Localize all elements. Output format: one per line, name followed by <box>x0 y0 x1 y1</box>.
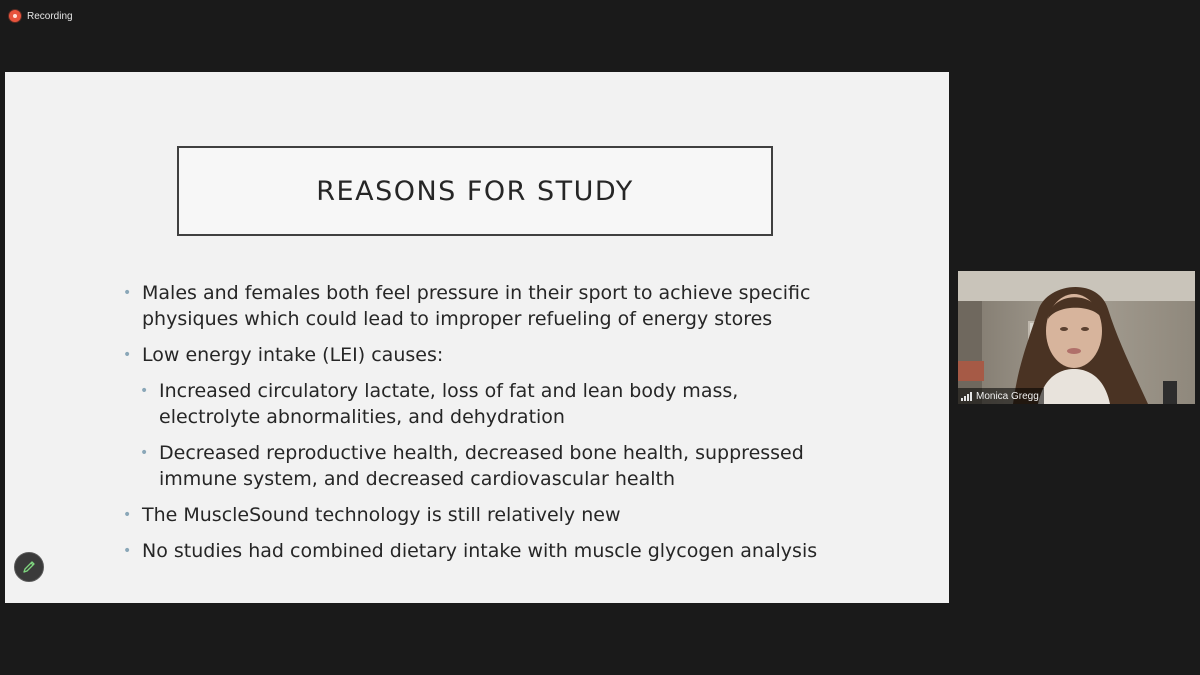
participant-video-tile[interactable] <box>958 271 1195 404</box>
bullet-item <box>123 502 843 528</box>
participant-name: Monica Gregg <box>976 390 1039 402</box>
bullet-item <box>123 538 843 564</box>
recording-indicator[interactable] <box>9 8 73 24</box>
pen-icon <box>22 560 36 574</box>
slide-title-box <box>177 146 773 236</box>
bullet-text: No studies had combined dietary intake with muscle glycogen analysis <box>142 540 818 562</box>
bullet-glyph: • <box>123 543 132 559</box>
bullet-glyph: • <box>123 285 132 301</box>
record-icon <box>9 10 21 22</box>
recording-label: Recording <box>27 10 73 22</box>
bullet-text: Decreased reproductive health, decreased bone health, suppressed immune system, and decreased cardiovascular health <box>159 442 804 490</box>
sub-bullet-item <box>140 440 843 492</box>
sub-bullet-item <box>140 378 843 430</box>
bullet-text: The MuscleSound technology is still relatively new <box>142 504 621 526</box>
bullet-item <box>123 342 843 368</box>
bullet-text: Low energy intake (LEI) causes: <box>142 344 444 366</box>
signal-strength-icon <box>961 392 972 401</box>
bullet-text: Increased circulatory lactate, loss of fat and lean body mass, electrolyte abnormalities, and dehydration <box>159 380 739 428</box>
bullet-glyph: • <box>123 347 132 363</box>
participant-name-bar <box>958 388 1044 404</box>
bullet-text: Males and females both feel pressure in their sport to achieve specific physiques which could lead to improper refueling of energy stores <box>142 282 811 330</box>
bullet-glyph: • <box>140 445 149 461</box>
slide-title: REASONS FOR STUDY <box>316 175 634 207</box>
bullet-glyph: • <box>123 507 132 523</box>
bullet-glyph: • <box>140 383 149 399</box>
annotate-pen-button[interactable] <box>14 552 44 582</box>
bullet-item <box>123 280 843 332</box>
shared-slide <box>5 72 949 603</box>
participant-video-feed <box>958 271 1195 404</box>
bullet-list <box>123 280 843 574</box>
